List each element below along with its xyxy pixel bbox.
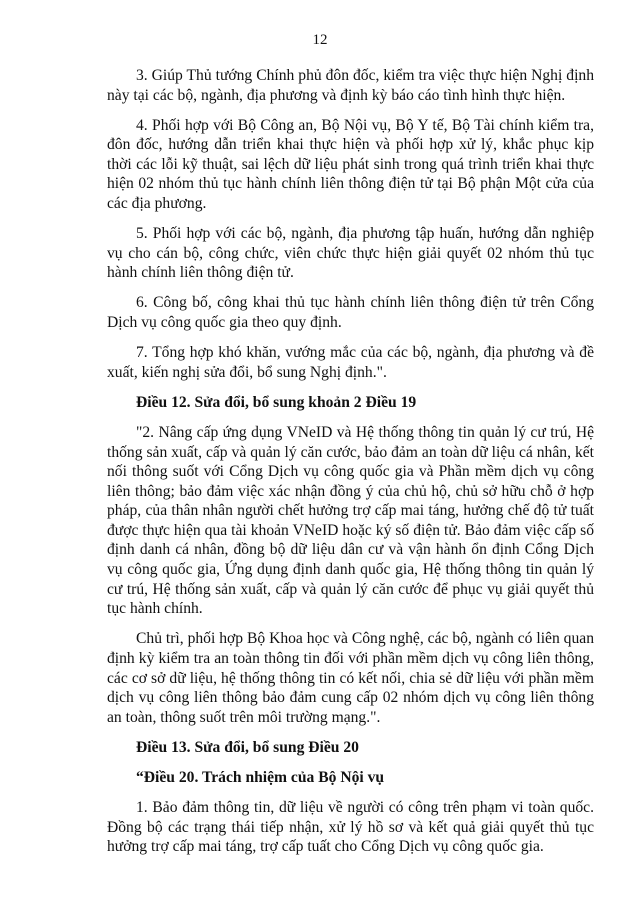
page-number: 12	[312, 32, 328, 48]
paragraph-article-12-clause-2: "2. Nâng cấp ứng dụng VNeID và Hệ thống thông tin quản lý cư trú, Hệ thống sản xuất, cấp và quản lý căn cước, bảo đảm an toàn dữ liệu cá nhân, kết nối thông suốt với Cổng Dịch vụ công quốc gia và Phần mềm dịch vụ công liên thông; bảo đảm việc xác nhận đồng ý của chủ hộ, chủ sở hữu chỗ ở hợp pháp, của thân nhân người chết hưởng trợ cấp mai táng, hưởng chế độ tử tuất được thực hiện qua tài khoản VNeID hoặc ký số điện tử. Bảo đảm việc cấp số định danh cá nhân, đồng bộ dữ liệu dân cư và vận hành ổn định Cổng Dịch vụ công quốc gia, Ứng dụng định danh quốc gia, Hệ thống thông tin quản lý cư trú, Hệ thống sản xuất, cấp và quản lý căn cước để phục vụ giải quyết thủ tục hành chính.	[107, 423, 594, 618]
paragraph-article-12-lead: Chủ trì, phối hợp Bộ Khoa học và Công nghệ, các bộ, ngành có liên quan định kỳ kiểm tra an toàn thông tin đối với phần mềm dịch vụ công liên thông, các cơ sở dữ liệu, hệ thống thông tin có kết nối, chia sẻ dữ liệu với phần mềm dịch vụ công liên thông bảo đảm cung cấp 02 nhóm dịch vụ công liên thông an toàn, thông suốt trên môi trường mạng.".	[107, 630, 594, 726]
document-body	[107, 66, 594, 867]
paragraph-clause-7: 7. Tổng hợp khó khăn, vướng mắc của các bộ, ngành, địa phương và đề xuất, kiến nghị sửa đổi, bổ sung Nghị định.".	[107, 344, 594, 381]
paragraph-clause-6: 6. Công bố, công khai thủ tục hành chính liên thông điện tử trên Cổng Dịch vụ công quốc gia theo quy định.	[107, 294, 594, 332]
paragraph-article-20-clause-1: 1. Bảo đảm thông tin, dữ liệu về người có công trên phạm vi toàn quốc. Đồng bộ các trạng thái tiếp nhận, xử lý hồ sơ và kết quả giải quyết thủ tục hưởng trợ cấp mai táng, trợ cấp tuất cho Cổng Dịch vụ công quốc gia.	[107, 799, 594, 856]
paragraph-clause-4: 4. Phối hợp với Bộ Công an, Bộ Nội vụ, Bộ Y tế, Bộ Tài chính kiểm tra, đôn đốc, hướng dẫn triển khai thực hiện và phối hợp xử lý, khắc phục kịp thời các lỗi kỹ thuật, sai lệch dữ liệu phát sinh trong quá trình triển khai thực hiện 02 nhóm thủ tục hành chính liên thông điện tử tại Bộ phận Một cửa của các địa phương.	[107, 116, 594, 213]
article-20-heading: “Điều 20. Trách nhiệm của Bộ Nội vụ	[136, 768, 385, 786]
article-13-heading: Điều 13. Sửa đổi, bổ sung Điều 20	[136, 738, 359, 756]
paragraph-clause-5: 5. Phối hợp với các bộ, ngành, địa phương tập huấn, hướng dẫn nghiệp vụ cho cán bộ, công chức, viên chức thực hiện giải quyết 02 nhóm thủ tục hành chính liên thông điện tử.	[107, 225, 594, 282]
paragraph-clause-3: 3. Giúp Thủ tướng Chính phủ đôn đốc, kiểm tra việc thực hiện Nghị định này tại các bộ, ngành, địa phương và định kỳ báo cáo tình hình thực hiện.	[107, 67, 594, 104]
article-12-heading: Điều 12. Sửa đổi, bổ sung khoản 2 Điều 19	[136, 393, 417, 411]
